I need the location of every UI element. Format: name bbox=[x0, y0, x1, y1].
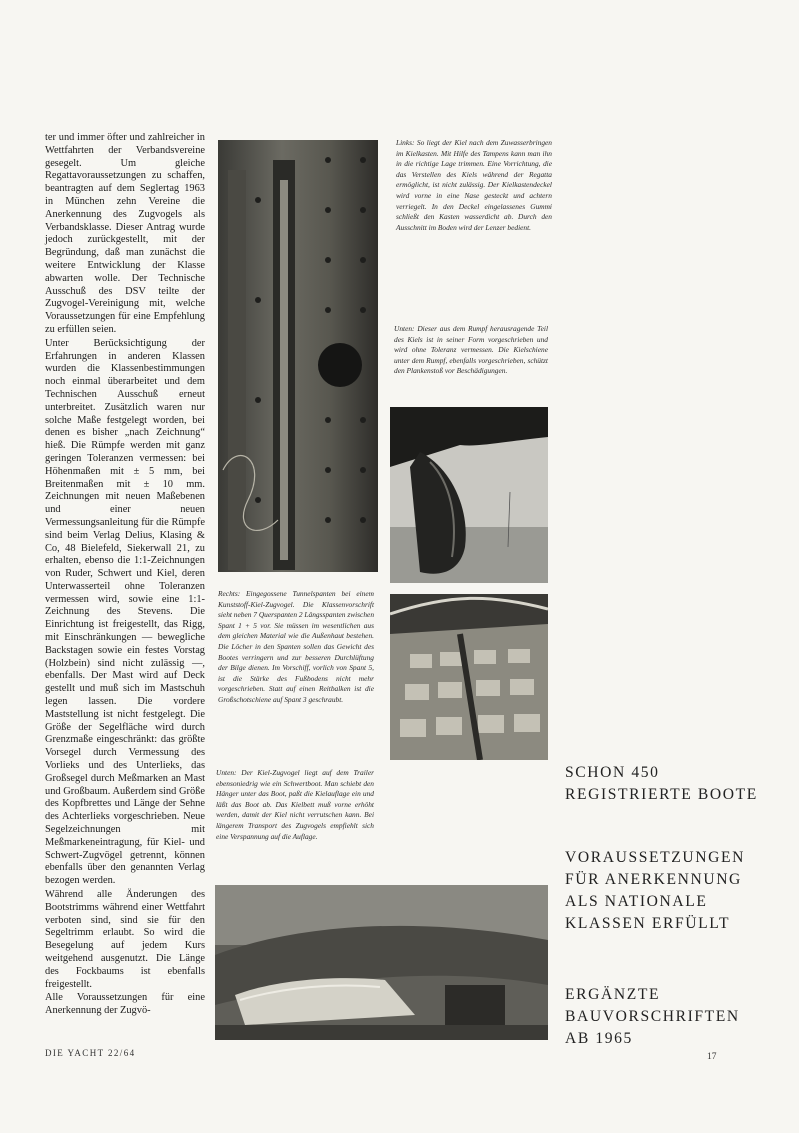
caption-unten-trailer: Unten: Der Kiel-Zugvogel liegt auf dem Trailer ebensoniedrig wie ein Schwertboot. Man schiebt den Hänger unter das Boot, paßt die Kielauflage ein und läßt das Boot ab. Das Kielbett muß vorne erhöht werden, damit der Kiel nicht verrutschen kann. Bei längerem Transport des Zugvogels empfiehlt sich eine Verspannung auf die Auflage. bbox=[216, 768, 374, 841]
keel-underwater-photo bbox=[390, 407, 548, 583]
caption-rechts: Rechts: Eingegossene Tunnelspanten bei einem Kunststoff-Kiel-Zugvogel. Die Klassenvorschrift sieht neben 7 Querspanten 2 Längsspanten zwischen Spant 1 + 5 vor. Sie müssen im wesentlichen aus dem gleichen Material wie die Außenhaut bestehen. Die Löcher in den Spanten sollen das Gewicht des Bootes verringern und zur besseren Durchlüftung der Bilge dienen. Im Vorschiff, vorlich von Spant 5, ist die Stärke des Fußbodens nicht mehr vorgeschrieben. Statt auf einen Reitbalken ist die Großschotschiene auf Spant 3 geschraubt. bbox=[218, 589, 375, 704]
headline-bauvorschriften: ERGÄNZTE BAUVORSCHRIFTEN AB 1965 bbox=[565, 986, 740, 1047]
article-paragraph: ter und immer öfter und zahlreicher in Wettfahrten der Verbandsvereine gesegelt. Um gleiche Regattavoraussetzungen zu schaffen, beantragten auf dem Seglertag 1963 in München zehn Vereine die Anerkennung des Zugvogels als Verbandsklasse. Dieser Antrag wurde jedoch zurückgestellt, mit der Begründung, daß man zunächst die weitere Entwicklung der Klasse abwarten wolle. Der Technische Ausschuß des DSV teilte der Zugvogel-Vereinigung mit, welche Voraussetzungen für eine Empfehlung zu erfüllen seien. bbox=[45, 132, 205, 335]
headline-registrierte-boote: SCHON 450 REGISTRIERTE BOOTE bbox=[565, 764, 758, 803]
article-paragraph: Während alle Änderungen des Bootstrimms während einer Wettfahrt verboten sind, sind sie für den Segeltrimm erlaubt. So wird die Besegelung auf jedem Kurs weitgehend ausgenutzt. Die Länge des Fockbaums ist ebenfalls freigestellt. bbox=[45, 889, 205, 990]
article-paragraph: Alle Voraussetzungen für eine Anerkennung der Zugvö- bbox=[45, 992, 205, 1017]
article-text-column bbox=[45, 132, 205, 1018]
keel-box-photo bbox=[218, 140, 378, 572]
headline-voraussetzungen: VORAUSSETZUNGEN FÜR ANERKENNUNG ALS NATIONALE KLASSEN ERFÜLLT bbox=[565, 849, 745, 932]
caption-links: Links: So liegt der Kiel nach dem Zuwasserbringen im Kielkasten. Mit Hilfe des Tampens kann man ihn in die richtige Lage trimmen. Eine Vorrichtung, die das Verstellen des Kiels während der Regatta ermöglicht, ist nicht zulässig. Der Kielkastendeckel wird vorne in eine Nase gesteckt und achtern verriegelt. In den Deckel eingelassenes Gummi schließt den Kasten wasserdicht ab. Durch den Ausschnitt im Boden wird der Lenzer bedient. bbox=[396, 138, 552, 232]
article-paragraph: Unter Berücksichtigung der Erfahrungen in anderen Klassen wurden die Klassenbestimmungen noch einmal überarbeitet und dem Technischen Ausschuß erneut unterbreitet. Zusätzlich waren nur solche Maße festgelegt worden, bei denen es bisher „nach Zeichnung“ hieß. Die Rümpfe werden mit ganz geringen Toleranzen vermessen: bei Höhenmaßen mit ± 5 mm, bei Breitenmaßen mit ± 10 mm. Zeichnungen mit neuen Maßebenen und einer neuen Vermessungsanleitung für die Rümpfe sind beim Verlag Delius, Klasing & Co, 48 Bielefeld, Siekerwall 21, zu erhalten, ebenso die 1:1-Zeichnungen von Ruder, Schwert und Kiel, deren Unterwasserteil ohne Toleranzen vermessen wird, sowie eine 1:1-Zeichnung des Stevens. Die Einrichtung ist freigestellt, das Rigg, mit Einschränkungen — bewegliche Backstagen sowie ein festes Vorstag (Holzbein) sind nicht zulässig —, ebenfalls. Der Mast wird auf Deck gestellt und muß sich im Mastschuh legen lassen. Die vordere Maststellung ist nicht festgelegt. Die Größe der Segelfläche wird durch Grenzmaße eingeschränkt: das größte Vorsegel durch Vermessung des Vorlieks und des Unterlieks, das Großsegel durch Meßmarken an Mast und Großbaum. Außerdem sind Größe des Kopfbrettes und Länge der Sehne des Achterlieks vorgeschrieben. Neue Segelzeichnungen mit Meßmarkeneintragung, für Kiel- und Schwert-Zugvögel getrennt, können ebenfalls über den genannten Verlag bezogen werden. bbox=[45, 337, 205, 887]
boat-on-trailer-photo bbox=[215, 885, 548, 1040]
page-number: 17 bbox=[707, 1052, 717, 1062]
hull-interior-photo bbox=[390, 594, 548, 760]
caption-unten-kiel: Unten: Dieser aus dem Rumpf herausragende Teil des Kiels ist in seiner Form vorgeschrieben und wird ohne Toleranz vermessen. Die Kielschiene unter dem Rumpf, ebenfalls vorgeschrieben, schützt den Plankenstoß vor Beschädigungen. bbox=[394, 324, 548, 376]
magazine-issue: DIE YACHT 22/64 bbox=[45, 1048, 136, 1058]
